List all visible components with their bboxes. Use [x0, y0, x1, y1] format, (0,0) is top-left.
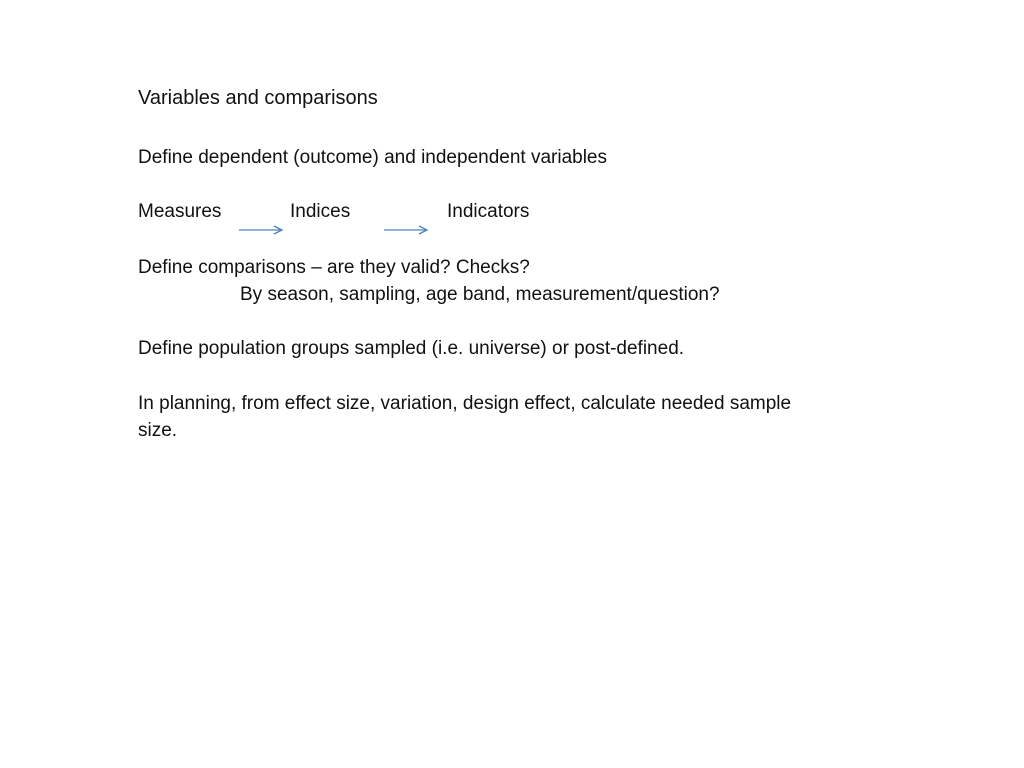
right-arrow-icon [383, 224, 429, 236]
planning-text-line-1: In planning, from effect size, variation, design effect, calculate needed sample [138, 393, 792, 414]
indices-label: Indices [290, 201, 351, 222]
define-comparisons-text: Define comparisons – are they valid? Checks? [138, 257, 530, 278]
measures-label: Measures [138, 201, 222, 222]
planning-text-line-2: size. [138, 420, 178, 441]
define-variables-text: Define dependent (outcome) and independent variables [138, 147, 607, 168]
indicators-label: Indicators [447, 201, 530, 222]
comparison-checks-text: By season, sampling, age band, measurement/question? [240, 284, 720, 305]
slide-title: Variables and comparisons [138, 87, 378, 109]
population-groups-text: Define population groups sampled (i.e. universe) or post-defined. [138, 338, 685, 359]
right-arrow-icon [238, 224, 284, 236]
